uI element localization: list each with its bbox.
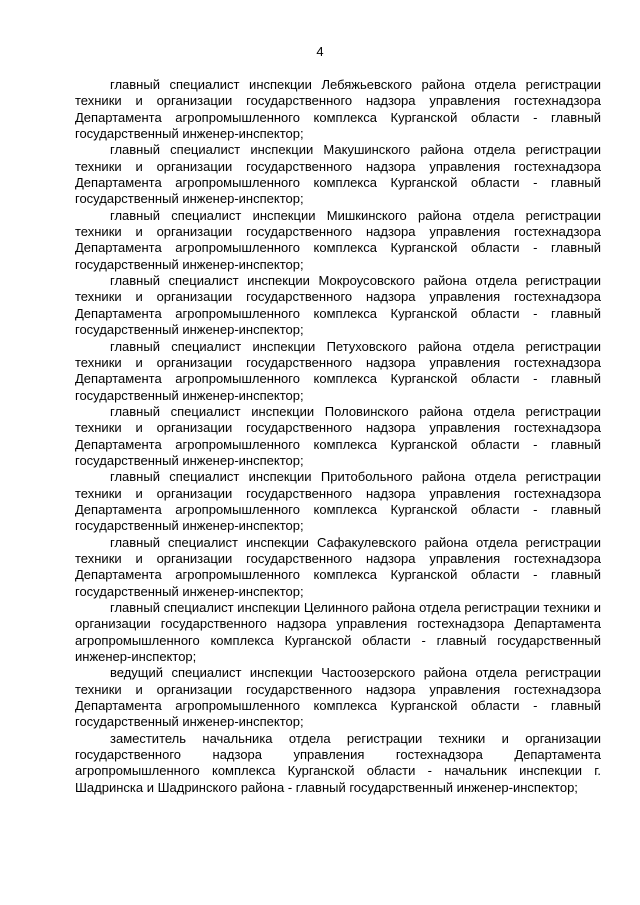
paragraph: главный специалист инспекции Притобольного района отдела регистрации техники и организации государственного надзора управления гостехнадзора Департамента агропромышленного комплекса Курганской области - главный государственный инженер-инспектор;	[75, 469, 601, 534]
paragraph: главный специалист инспекции Сафакулевского района отдела регистрации техники и организации государственного надзора управления гостехнадзора Департамента агропромышленного комплекса Курганской области - главный государственный инженер-инспектор;	[75, 534, 601, 599]
paragraph: ведущий специалист инспекции Частоозерского района отдела регистрации техники и организации государственного надзора управления гостехнадзора Департамента агропромышленного комплекса Курганской области - главный государственный инженер-инспектор;	[75, 665, 601, 730]
paragraph: главный специалист инспекции Мокроусовского района отдела регистрации техники и организации государственного надзора управления гостехнадзора Департамента агропромышленного комплекса Курганской области - главный государственный инженер-инспектор;	[75, 273, 601, 338]
paragraph: главный специалист инспекции Лебяжьевского района отдела регистрации техники и организации государственного надзора управления гостехнадзора Департамента агропромышленного комплекса Курганской области - главный государственный инженер-инспектор;	[75, 77, 601, 142]
page-number: 4	[316, 44, 324, 59]
paragraph: главный специалист инспекции Мишкинского района отдела регистрации техники и организации государственного надзора управления гостехнадзора Департамента агропромышленного комплекса Курганской области - главный государственный инженер-инспектор;	[75, 207, 601, 272]
paragraph: главный специалист инспекции Макушинского района отдела регистрации техники и организации государственного надзора управления гостехнадзора Департамента агропромышленного комплекса Курганской области - главный государственный инженер-инспектор;	[75, 142, 601, 207]
paragraph: главный специалист инспекции Петуховского района отдела регистрации техники и организации государственного надзора управления гостехнадзора Департамента агропромышленного комплекса Курганской области - главный государственный инженер-инспектор;	[75, 338, 601, 403]
paragraph: заместитель начальника отдела регистрации техники и организации государственного надзора управления гостехнадзора Департамента агропромышленного комплекса Курганской области - начальник инспекции г. Шадринска и Шадринского района - главный государственный инженер-инспектор;	[75, 730, 601, 795]
paragraph: главный специалист инспекции Половинского района отдела регистрации техники и организации государственного надзора управления гостехнадзора Департамента агропромышленного комплекса Курганской области - главный государственный инженер-инспектор;	[75, 403, 601, 468]
document-body	[75, 77, 601, 796]
paragraph: главный специалист инспекции Целинного района отдела регистрации техники и организации государственного надзора управления гостехнадзора Департамента агропромышленного комплекса Курганской области - главный государственный инженер-инспектор;	[75, 600, 601, 665]
